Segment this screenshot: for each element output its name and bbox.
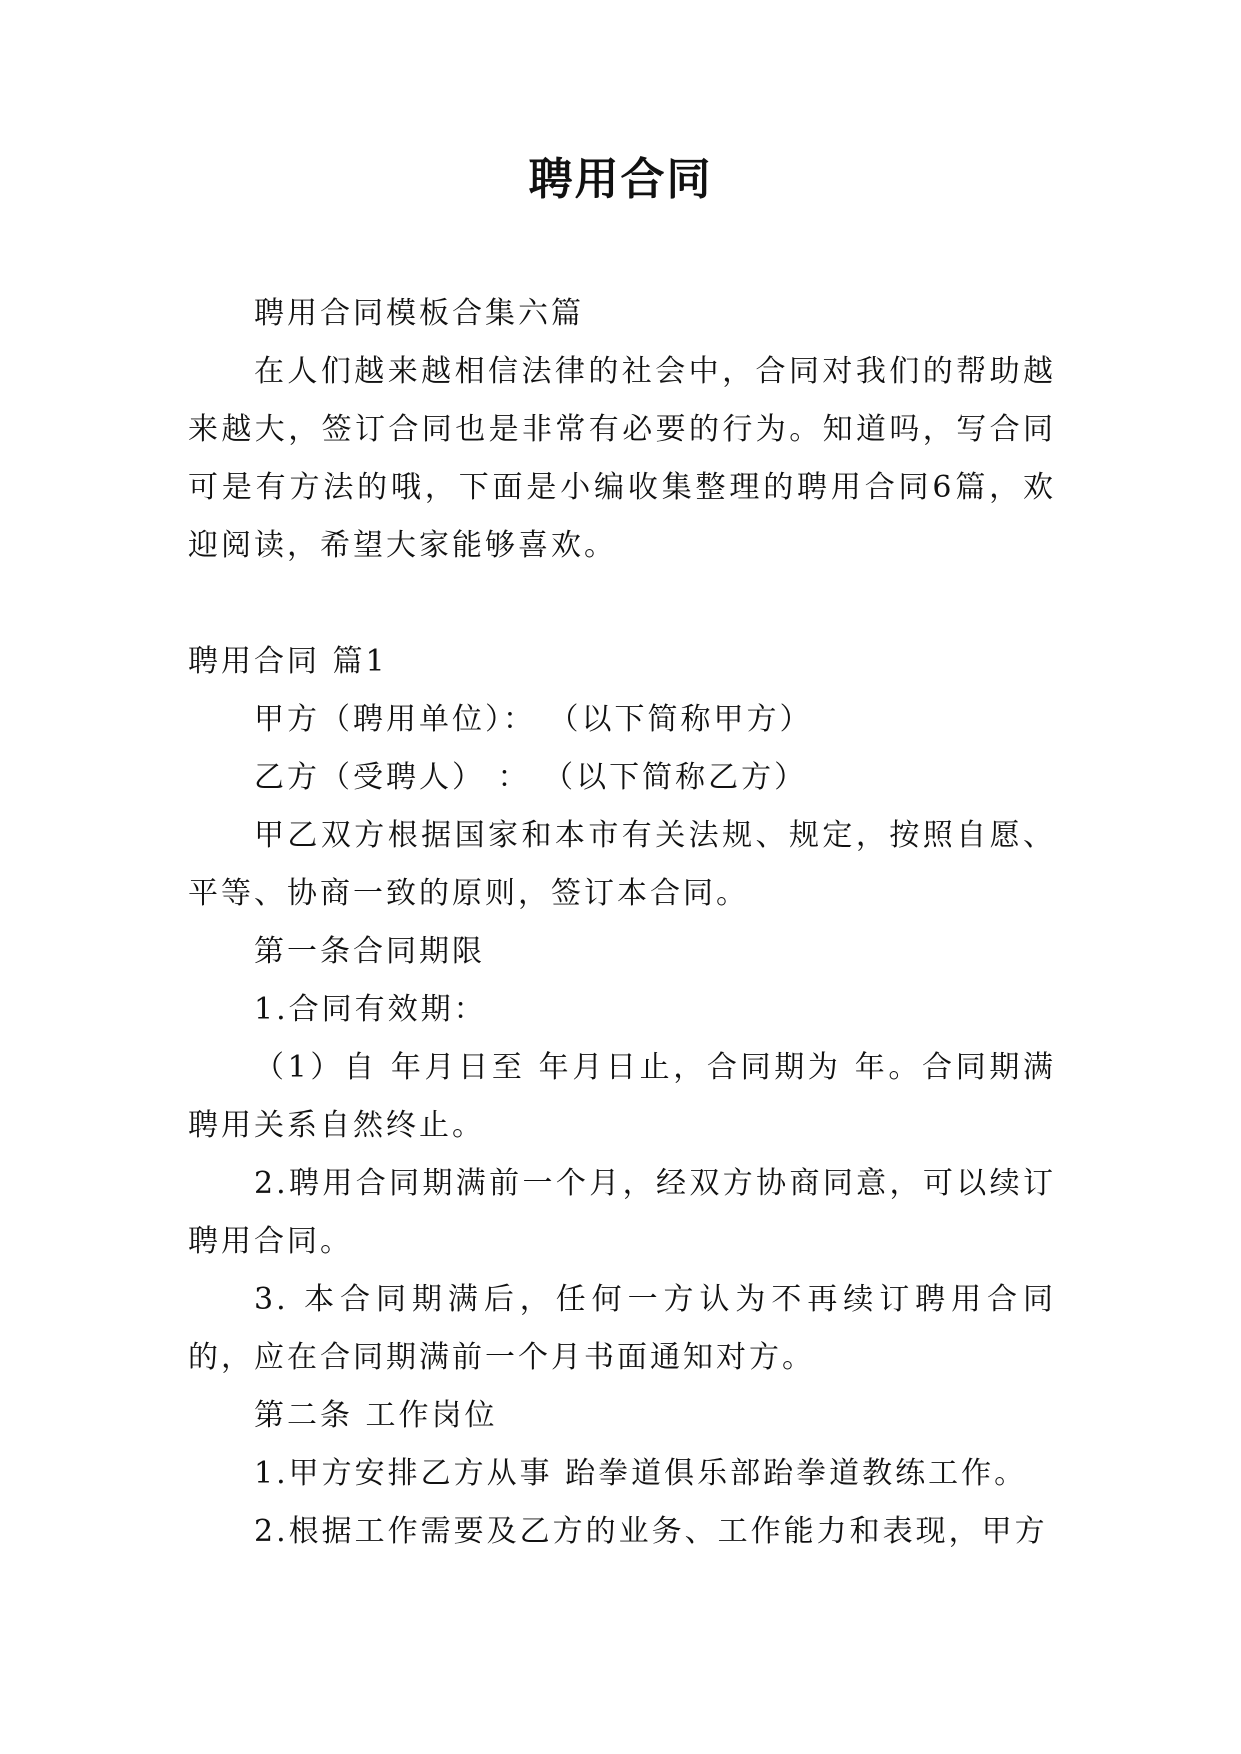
clause-2-1: 1.甲方安排乙方从事 跆拳道俱乐部跆拳道教练工作。 xyxy=(254,1456,1028,1491)
clause-1-3: 3. 本合同期满后，任何一方认为不再续订聘用合同的，应在合同期满前一个月书面通知对方。 xyxy=(188,1282,1056,1375)
document-title: 聘用合同 xyxy=(528,154,713,205)
clause-1-2: 2.聘用合同期满前一个月，经双方协商同意，可以续订聘用合同。 xyxy=(188,1166,1056,1259)
paragraph-principle: 甲乙双方根据国家和本市有关法规、规定，按照自愿、平等、协商一致的原则，签订本合同。 xyxy=(188,818,1056,911)
clause-1-1: 1.合同有效期： xyxy=(254,992,487,1027)
clause-2-2: 2.根据工作需要及乙方的业务、工作能力和表现，甲方 xyxy=(254,1514,1048,1549)
document-body xyxy=(188,285,1056,1561)
article-1-heading: 第一条合同期限 xyxy=(254,934,485,969)
section-heading: 聘用合同 篇1 xyxy=(188,644,388,679)
paragraph-party-b: 乙方（受聘人） ： （以下简称乙方） xyxy=(254,760,808,795)
paragraph-party-a: 甲方（聘用单位）： （以下简称甲方） xyxy=(254,702,813,737)
paragraph-spacer xyxy=(188,575,1056,633)
clause-1-1-1: （1）自 年月日至 年月日止，合同期为 年。合同期满聘用关系自然终止。 xyxy=(188,1050,1056,1143)
paragraph-intro: 在人们越来越相信法律的社会中，合同对我们的帮助越来越大，签订合同也是非常有必要的行为。知道吗，写合同可是有方法的哦，下面是小编收集整理的聘用合同6篇，欢迎阅读，希望大家能够喜欢。 xyxy=(188,354,1056,563)
article-2-heading: 第二条 工作岗位 xyxy=(254,1398,498,1433)
paragraph-subtitle: 聘用合同模板合集六篇 xyxy=(254,296,584,331)
